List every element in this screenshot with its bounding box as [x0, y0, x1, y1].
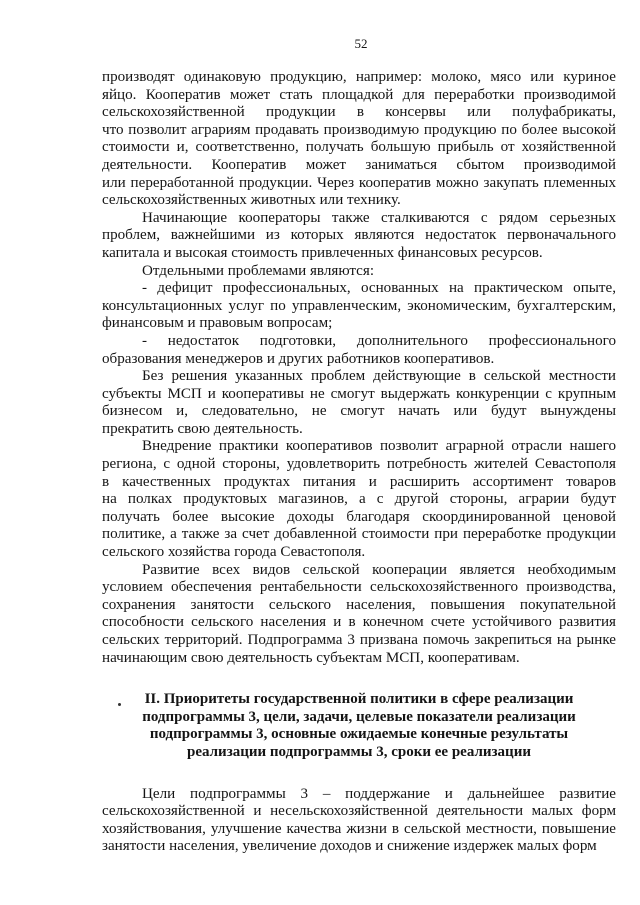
text-line: что позволит аграриям продавать производимую продукцию по более высокой [102, 121, 616, 138]
text-line: финансовым и правовым вопросам; [102, 315, 333, 332]
text-line: бизнесом и, следовательно, не смогут начать или будут вынуждены [102, 403, 616, 420]
text-line: Цели подпрограммы 3 – поддержание и дальнейшее развитие [142, 785, 616, 802]
text-line: деятельности. Кооператив может заниматься сбытом производимой [102, 156, 616, 173]
text-line: Развитие всех видов сельской кооперации является необходимым [142, 561, 616, 578]
text-line: капитала и высокая стоимость привлеченных финансовых ресурсов. [102, 244, 543, 261]
text-line: хозяйствования, улучшение качества жизни в сельской местности, повышение [102, 820, 616, 837]
text-line: занятости населения, увеличение доходов и снижение издержек малых форм [102, 838, 597, 855]
text-line: в качественных продуктах питания и расширить ассортимент товаров [102, 473, 616, 490]
text-line: подпрограммы 3, основные ожидаемые конечные результаты [149, 726, 569, 743]
text-line: Без решения указанных проблем действующие в сельской местности [142, 368, 616, 385]
text-line: производят одинаковую продукцию, например: молоко, мясо или куриное [102, 69, 616, 85]
closing-paragraph [102, 786, 616, 856]
text-line: сельскохозяйственной продукции в консервы или полуфабрикаты, [102, 104, 616, 121]
section-heading [102, 691, 616, 761]
text-line: сельскохозяйственной и несельскохозяйственной деятельности малых форм [102, 803, 616, 820]
paragraph [102, 280, 616, 333]
text-line: реализации подпрограммы 3, сроки ее реализации [187, 743, 531, 760]
paragraph [102, 562, 616, 668]
text-line: образования менеджеров и других работников кооперативов. [102, 350, 495, 367]
text-line: сельскохозяйственных животных или технику. [102, 192, 401, 209]
text-line: - недостаток подготовки, дополнительного профессионального [142, 332, 616, 349]
text-line: на полках продуктовых магазинов, а с другой стороны, аграрии будут [102, 491, 616, 508]
paragraph [102, 333, 616, 368]
text-line: сохранения занятости сельского населения, повышения покупательной [102, 596, 616, 613]
paragraph [102, 438, 616, 561]
text-line: сельских территорий. Подпрограмма 3 призвана помочь закрепиться на рынке [102, 632, 616, 648]
text-line: подпрограммы 3, цели, задачи, целевые показатели реализации [142, 708, 576, 725]
text-line: политике, а также за счет добавленной стоимости при переработке продукции [102, 526, 616, 543]
text-line: прекратить свою деятельность. [102, 420, 303, 437]
paragraph [102, 263, 616, 281]
text-line: - дефицит профессиональных, основанных на практическом опыте, [142, 280, 616, 297]
text-line: сельского хозяйства города Севастополя. [102, 544, 366, 561]
text-line: консультационных услуг по управленческим, экономическим, бухгалтерским, [102, 297, 616, 314]
text-line: Начинающие кооператоры также сталкиваются с рядом серьезных [142, 209, 616, 226]
text-line: стоимости и, соответственно, получать большую прибыль от хозяйственной [102, 139, 616, 156]
text-line: региона, с одной стороны, удовлетворить потребность жителей Севастополя [102, 456, 616, 473]
paragraph [102, 210, 616, 263]
text-line: получать более высокие доходы благодаря скоординированной ценовой [102, 508, 616, 525]
paragraph [102, 69, 616, 210]
text-line: Отдельными проблемами являются: [142, 262, 375, 279]
text-line: условием обеспечения рентабельности сельскохозяйственного производства, [102, 579, 616, 596]
text-line: проблем, важнейшими из которых являются недостаток первоначального [102, 227, 616, 244]
text-line: Внедрение практики кооперативов позволит аграрной отрасли нашего [142, 438, 616, 455]
text-line: II. Приоритеты государственной политики в сфере реализации [144, 691, 574, 708]
text-line: яйцо. Кооператив может стать площадкой для переработки производимой [102, 86, 616, 103]
scan-speck [118, 703, 121, 706]
text-line: начинающим свою деятельность субъектам МСП, кооперативам. [102, 649, 520, 666]
text-line: или переработанной продукции. Через кооператив можно закупать племенных [102, 174, 616, 191]
body-text [102, 69, 616, 667]
text-line: субъекты МСП и кооперативы не смогут выдержать конкуренции с крупным [102, 385, 616, 402]
text-line: способности сельского населения и в конечном счете устойчивого развития [102, 614, 616, 631]
page-number: 52 [354, 36, 368, 51]
paragraph [102, 368, 616, 438]
